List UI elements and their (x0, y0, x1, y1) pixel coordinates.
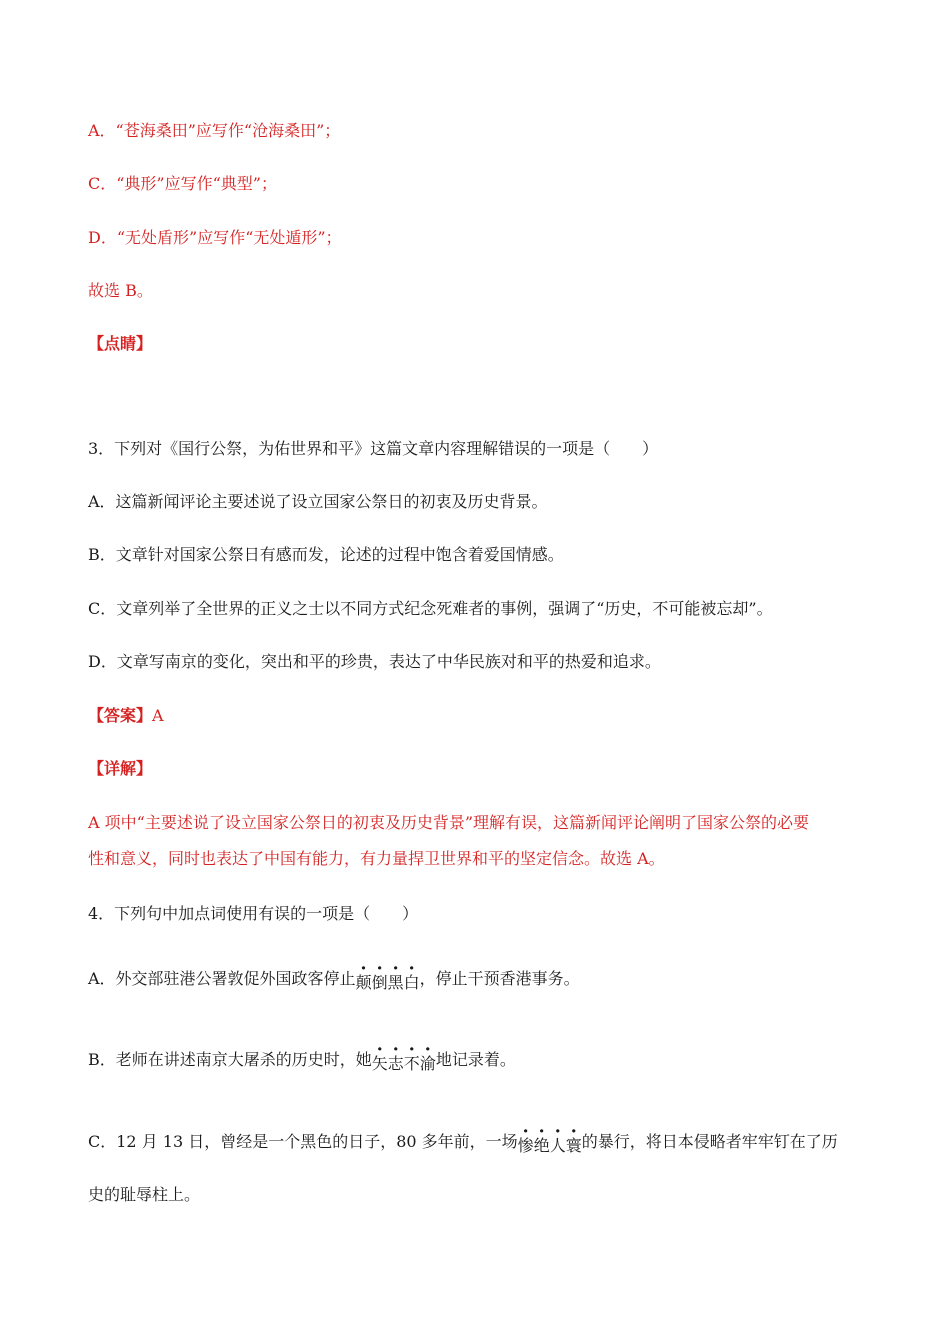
analysis-line-c: C．“典形”应写作“典型”； (88, 174, 277, 193)
dotted-char: 渝 (419, 1054, 436, 1073)
analysis-line-d: D．“无处盾形”应写作“无处遁形”； (88, 228, 342, 247)
question-4-option-c-line-2: 史的耻辱柱上。 (88, 1185, 201, 1204)
question-3-option-d: D．文章写南京的变化，突出和平的珍贵，表达了中华民族对和平的热爱和追求。 (88, 652, 661, 671)
dotted-char: 绝 (533, 1136, 550, 1155)
question-4-stem: 4．下列句中加点词使用有误的一项是（ ） (88, 904, 419, 923)
question-4-option-c (88, 1130, 838, 1154)
question-3-stem: 3．下列对《国行公祭，为佑世界和平》这篇文章内容理解错误的一项是（ ） (88, 439, 659, 458)
dotted-word-c (518, 1136, 582, 1155)
dotted-word-b (372, 1054, 436, 1073)
dianjing-label: 【点睛】 (88, 334, 153, 353)
detail-line-1: A 项中“主要述说了设立国家公祭日的初衷及历史背景”理解有误，这篇新闻评论阐明了国家公祭的必要 (88, 813, 810, 832)
dotted-char: 颠 (355, 973, 372, 992)
dotted-char: 惨 (517, 1136, 534, 1155)
option-a-text: A．外交部驻港公署敦促外国政客停止 (88, 969, 356, 988)
detail-line-2: 性和意义，同时也表达了中国有能力，有力量捍卫世界和平的坚定信念。故选 A。 (88, 849, 665, 868)
dotted-char: 人 (549, 1136, 566, 1155)
analysis-line-a: A．“苍海桑田”应写作“沧海桑田”； (88, 121, 341, 140)
question-3-option-a: A．这篇新闻评论主要述说了设立国家公祭日的初衷及历史背景。 (88, 492, 548, 511)
dotted-word-a (356, 973, 420, 992)
dotted-char: 倒 (371, 973, 388, 992)
question-3-option-b: B．文章针对国家公祭日有感而发，论述的过程中饱含着爱国情感。 (88, 545, 564, 564)
answer-row (88, 704, 164, 728)
dotted-char: 不 (403, 1054, 420, 1073)
answer-label: 【答案】 (88, 706, 153, 725)
dotted-char: 矢 (371, 1054, 388, 1073)
option-a-text-end: ，停止干预香港事务。 (419, 969, 580, 988)
option-b-text-end: 地记录着。 (435, 1050, 516, 1069)
detail-label: 【详解】 (88, 759, 153, 778)
dotted-char: 寰 (565, 1136, 582, 1155)
question-3-option-c: C．文章列举了全世界的正义之士以不同方式纪念死难者的事例，强调了“历史，不可能被忘却”。 (88, 599, 773, 618)
dotted-char: 黑 (387, 973, 404, 992)
option-c-text-end: 的暴行，将日本侵略者牢牢钉在了历 (581, 1132, 838, 1151)
answer-value: A (152, 706, 164, 725)
option-c-text: C．12 月 13 日，曾经是一个黑色的日子，80 多年前，一场 (88, 1132, 518, 1151)
dotted-char: 志 (387, 1054, 404, 1073)
dotted-char: 白 (403, 973, 420, 992)
analysis-conclusion: 故选 B。 (88, 281, 153, 300)
question-4-option-a (88, 967, 580, 991)
question-4-option-b (88, 1048, 516, 1072)
option-b-text: B．老师在讲述南京大屠杀的历史时，她 (88, 1050, 372, 1069)
